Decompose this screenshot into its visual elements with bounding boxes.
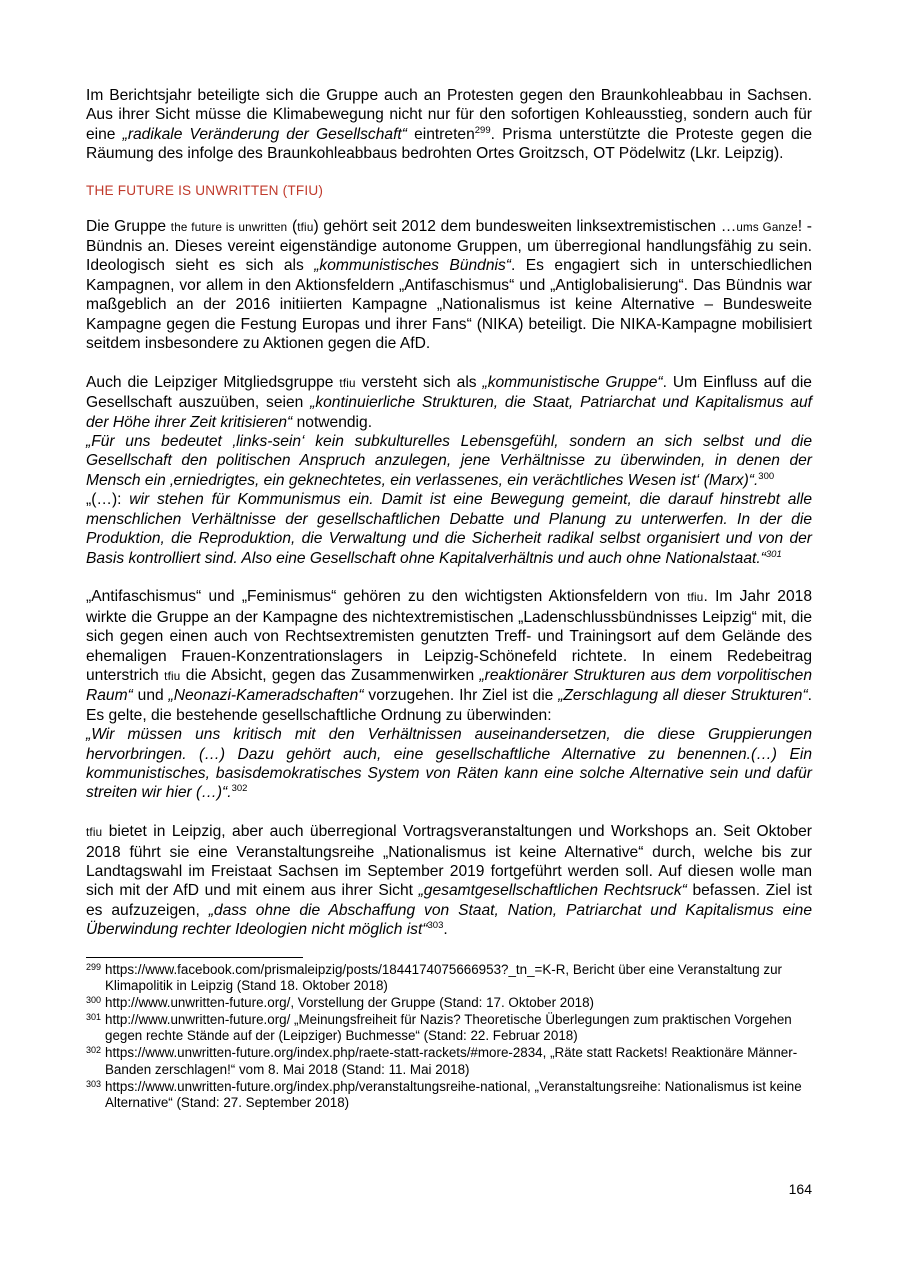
text-run: die Absicht, gegen das Zusammenwirken <box>180 666 480 684</box>
text-run: . Um Einfluss auf die Gesellschaft auszuüben, seien <box>86 373 812 412</box>
footnote-separator <box>86 957 303 958</box>
quote-kommunismus <box>86 490 812 568</box>
quote-run: „gesamtgesellschaftlichen Rechtsruck“ <box>418 882 687 900</box>
quote-run: „Zerschlagung all dieser Strukturen“ <box>558 687 808 705</box>
footnote-ref: 303 <box>427 920 444 932</box>
text-run: versteht sich als <box>355 373 483 391</box>
footnote-299 <box>86 962 812 995</box>
quote-verhaeltnisse <box>86 725 812 803</box>
footnote-number: 300 <box>86 995 102 1006</box>
footnote-300 <box>86 995 812 1012</box>
footnote-text: http://www.unwritten-future.org/, Vorstellung der Gruppe (Stand: 17. Oktober 2018) <box>105 995 595 1011</box>
quote-run: „Wir müssen uns kritisch mit den Verhältnissen auseinandersetzen, die diese Gruppierungen hervorbringen. (…) Dazu gehört auch, eine gesellschaftliche Alternative zu benennen.(…) Ein kommunistisches, basisdemokratisches System von Räten kann eine solche Alternative sein und dafür streiten wir hier (…)“. <box>86 726 812 802</box>
footnote-ref: 300 <box>758 470 775 482</box>
org-name: ums Ganze <box>736 220 798 234</box>
quote-run: „radikale Veränderung der Gesellschaft“ <box>122 125 407 143</box>
text-run: . <box>443 921 448 939</box>
text-run: eintreten <box>406 125 475 143</box>
footnote-number: 302 <box>86 1045 102 1056</box>
text-run: . Es engagiert sich in unterschiedlichen Kampagnen, vor allem in den Aktionsfeldern „Antifaschismus“ und „Antiglobalisierung“. Das Bündnis war maßgeblich an der 2016 initiierten Kampagne „Nationalismus ist keine Alternative – Bundesweite Kampagne gegen die Festung Europas und ihrer Fans“ (NIKA) beteiligt. Die NIKA-Kampagne mobilisiert seitdem insbesondere zu Aktionen gegen die AfD. <box>86 257 812 353</box>
text-run: und <box>132 687 169 705</box>
footnote-text: https://www.unwritten-future.org/index.php/veranstaltungsreihe-national, „Veranstaltungsreihe: Nationalismus ist keine Alternative“ (Stand: 27. September 2018) <box>105 1078 802 1111</box>
footnote-ref: 299 <box>474 124 491 136</box>
quote-run: „kommunistische Gruppe“ <box>482 373 663 391</box>
text-run: ( <box>287 217 298 235</box>
section-heading: THE FUTURE IS UNWRITTEN (TFIU) <box>86 182 324 198</box>
text-run: . <box>490 125 503 143</box>
footnote-number: 299 <box>86 961 102 972</box>
document-page <box>86 86 812 1112</box>
quote-run: „dass ohne die Abschaffung von Staat, Nation, Patriarchat und Kapitalismus eine Überwindung rechter Ideologien nicht möglich ist“ <box>86 901 812 939</box>
text-run: befassen. Ziel ist es aufzuzeigen, <box>86 882 813 919</box>
paragraph-veranstaltungen <box>86 822 812 939</box>
footnote-text: http://www.unwritten-future.org/ „Meinungsfreiheit für Nazis? Theoretische Überlegungen zum praktischen Vorgehen gegen rechte Stände auf der (Leipziger) Buchmesse“ (Stand: 22. Februar 2018) <box>105 1011 792 1044</box>
quote-run: „reaktionärer Strukturen aus dem vorpolitischen Raum“ <box>86 666 812 705</box>
text-run: notwendig. <box>292 413 373 431</box>
footnote-text: https://www.facebook.com/prismaleipzig/posts/1844174075666953?_tn_=K-R, Bericht über eine Veranstaltung zur Klimapolitik in Leipzig (Stand 18. Oktober 2018) <box>105 961 783 994</box>
footnotes <box>86 962 812 1112</box>
text-run: ! - Bündnis an. Dieses vereint eigenständige autonome Gruppen, um überregional handlungsfähig zu sein. Ideologisch sieht es sich als <box>86 217 812 275</box>
text-run: ) gehört seit 2012 dem bundesweiten linksextremistischen … <box>313 217 737 235</box>
org-name: tfiu <box>164 669 181 683</box>
org-name: Prisma <box>502 125 552 143</box>
footnote-ref: 302 <box>231 783 248 795</box>
text-run: Im Berichtsjahr beteiligte sich die Gruppe auch an Protesten gegen den Braunkohleabbau in Sachsen. Aus ihrer Sicht müsse die Klimabewegung nicht nur für den sofortigen Kohleausstieg, sondern auch für eine <box>86 87 812 143</box>
footnote-302 <box>86 1045 812 1078</box>
text-run: . Im Jahr 2018 wirkte die Gruppe an der Kampagne des nichtextremistischen „Ladenschlussbündnisses Leipzig“ mit, die sich gegen einen auch von Rechtsextremisten genutzten Treff- und Trainingsort auf dem Gelände des ehemaligen Frauen-Konzentrationslagers in Leipzig-Schönefeld richtete. In einem Redebeitrag unterstrich <box>86 588 812 684</box>
paragraph-prisma-protests <box>86 86 812 164</box>
text-run: vorzugehen. Ihr Ziel ist die <box>363 687 559 705</box>
footnote-number: 303 <box>86 1078 102 1089</box>
footnote-303 <box>86 1079 812 1112</box>
quote-run: „kontinuierliche Strukturen, die Staat, Patriarchat und Kapitalismus auf der Höhe ihrer Zeit kritisieren“ <box>86 394 812 431</box>
org-name: tfiu <box>339 376 356 390</box>
org-name: tfiu <box>297 220 314 234</box>
quote-run: „Für uns bedeutet ‚links-sein‘ kein subkulturelles Lebensgefühl, sondern an sich selbst und die Gesellschaft den politischen Anspruch anzulegen, jene Verhältnisse zu überwinden, in denen der Mensch ein ‚erniedrigtes, ein geknechtetes, ein verlassenes, ein verächtliches Wesen ist‘ (Marx)“. <box>86 433 812 489</box>
page-number: 164 <box>788 1181 812 1197</box>
text-run: „Antifaschismus“ und „Feminismus“ gehören zu den wichtigsten Aktionsfeldern von <box>86 588 688 606</box>
text-run: unterstützte die Proteste gegen die Räumung des infolge des Braunkohleabbaus bedrohten Ortes Groitzsch, OT Pödelwitz (Lkr. Leipzig). <box>86 125 812 163</box>
text-run: bietet in Leipzig, aber auch überregional Vortragsveranstaltungen und Workshops an. Seit Oktober 2018 führt sie eine Veranstaltungsreihe „Nationalismus ist keine Alternative“ durch, welche bis zur Landtagswahl im Freistaat Sachsen im September 2019 fortgeführt werden soll. Auf diesen wolle man sich mit der AfD und mit einem aus ihrer Sicht <box>86 823 812 900</box>
org-name: the future is unwritten <box>170 220 288 234</box>
text-run: Auch die Leipziger Mitgliedsgruppe <box>86 373 340 391</box>
footnote-ref: 301 <box>765 548 782 560</box>
org-name: tfiu <box>86 826 103 840</box>
paragraph-antifaschismus <box>86 587 812 725</box>
footnote-number: 301 <box>86 1011 102 1022</box>
text-run: Die Gruppe <box>86 217 171 235</box>
quote-run: „kommunistisches Bündnis“ <box>314 257 511 275</box>
quote-run: „Neonazi-Kameradschaften“ <box>168 687 364 705</box>
paragraph-leipzig-group <box>86 373 812 432</box>
paragraph-group-intro <box>86 217 812 354</box>
quote-links-sein <box>86 432 812 490</box>
footnote-text: https://www.unwritten-future.org/index.php/raete-statt-rackets/#more-2834, „Räte statt Rackets! Reaktionäre Männer-Banden zerschlagen!“ vom 8. Mai 2018 (Stand: 11. Mai 2018) <box>105 1045 798 1077</box>
footnote-301 <box>86 1012 812 1045</box>
quote-run: wir stehen für Kommunismus ein. Damit ist eine Bewegung gemeint, die darauf hinstrebt alle menschlichen Verhältnisse der gesellschaftlichen Debatte und Planung zu unterwerfen. In der die Produktion, die Reproduktion, die Verwaltung und die Sicherheit radikal selbst organisiert und von der Basis kontrolliert sind. Also eine Gesellschaft ohne Kapitalverhältnis und auch ohne Nationalstaat.“ <box>86 491 812 567</box>
text-run: . Es gelte, die bestehende gesellschaftliche Ordnung zu überwinden: <box>86 687 812 724</box>
text-run: „(…): <box>86 491 130 509</box>
org-name: tfiu <box>687 591 704 605</box>
